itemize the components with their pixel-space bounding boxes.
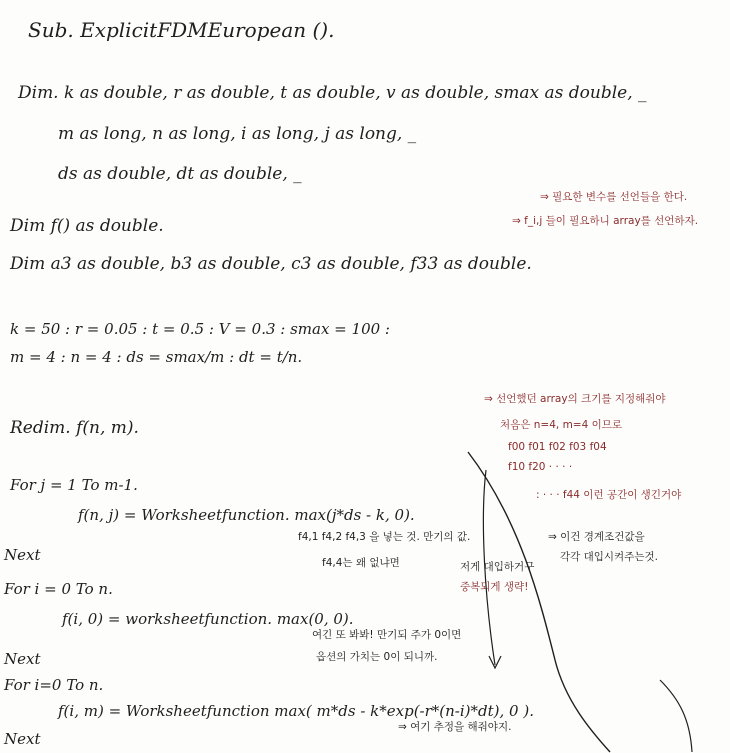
dim-line-2: m as long, n as long, i as long, j as long, _ (58, 124, 417, 144)
dim-line-5: Dim a3 as double, b3 as double, c3 as double, f33 as double. (10, 254, 532, 274)
note-declare-vars: ⇒ 필요한 변수를 선언들을 한다. (540, 191, 688, 203)
for-line-2: For i = 0 To n. (4, 580, 113, 598)
body-line-3: f(i, m) = Worksheetfunction max( m*ds - k*exp(-r*(n-i)*dt), 0 ). (58, 702, 534, 720)
note-maturity-values: f4,1 f4,2 f4,3 을 넣는 것. 만기의 값. (298, 531, 471, 543)
note-array-size: ⇒ 선언했던 array의 크기를 지정해줘야 (484, 393, 666, 405)
body-line-1: f(n, j) = Worksheetfunction. max(j*ds - k, 0). (78, 506, 415, 524)
redim-line: Redim. f(n, m). (10, 418, 139, 438)
note-look-here: 여긴 또 봐봐! 만기되 주가 0이면 (312, 629, 462, 641)
dim-line-3: ds as double, dt as double, _ (58, 164, 302, 184)
note-assign-there: 저게 대입하거구 (460, 561, 535, 573)
note-assign-each: 각각 대입시켜주는것. (560, 551, 658, 563)
next-line-3: Next (4, 730, 41, 748)
note-why-no-f44: f4,4는 왜 없냐면 (322, 557, 400, 569)
dim-line-1: Dim. k as double, r as double, t as double, v as double, smax as double, _ (18, 83, 647, 103)
assign-line-1: k = 50 : r = 0.05 : t = 0.5 : V = 0.3 : smax = 100 : (10, 320, 390, 338)
body-line-2: f(i, 0) = worksheetfunction. max(0, 0). (62, 610, 354, 628)
note-estimate-here: ⇒ 여기 추정을 해줘야지. (398, 721, 512, 733)
next-line-1: Next (4, 546, 41, 564)
assign-line-2: m = 4 : n = 4 : ds = smax/m : dt = t/n. (10, 348, 303, 366)
sub-declaration: Sub. ExplicitFDMEuropean (). (28, 18, 335, 42)
note-skip-duplicate: 중복되게 생략! (460, 581, 529, 593)
for-line-3: For i=0 To n. (4, 676, 104, 694)
note-option-value-zero: 옵션의 가치는 0이 되니까. (316, 651, 438, 663)
for-line-1: For j = 1 To m-1. (10, 476, 138, 494)
next-line-2: Next (4, 650, 41, 668)
note-f-col-0: f10 f20 · · · · (508, 461, 573, 473)
dim-line-4: Dim f() as double. (10, 216, 164, 236)
note-f-row-0: f00 f01 f02 f03 f04 (508, 441, 607, 453)
note-declare-array: ⇒ f_i,j 들이 필요하니 array를 선언하자. (512, 215, 699, 227)
note-f44-space: : · · · f44 이런 공간이 생긴거야 (536, 489, 682, 501)
note-n-m-4: 처음은 n=4, m=4 이므로 (500, 419, 623, 431)
note-boundary-values: ⇒ 이건 경계조건값을 (548, 531, 645, 543)
